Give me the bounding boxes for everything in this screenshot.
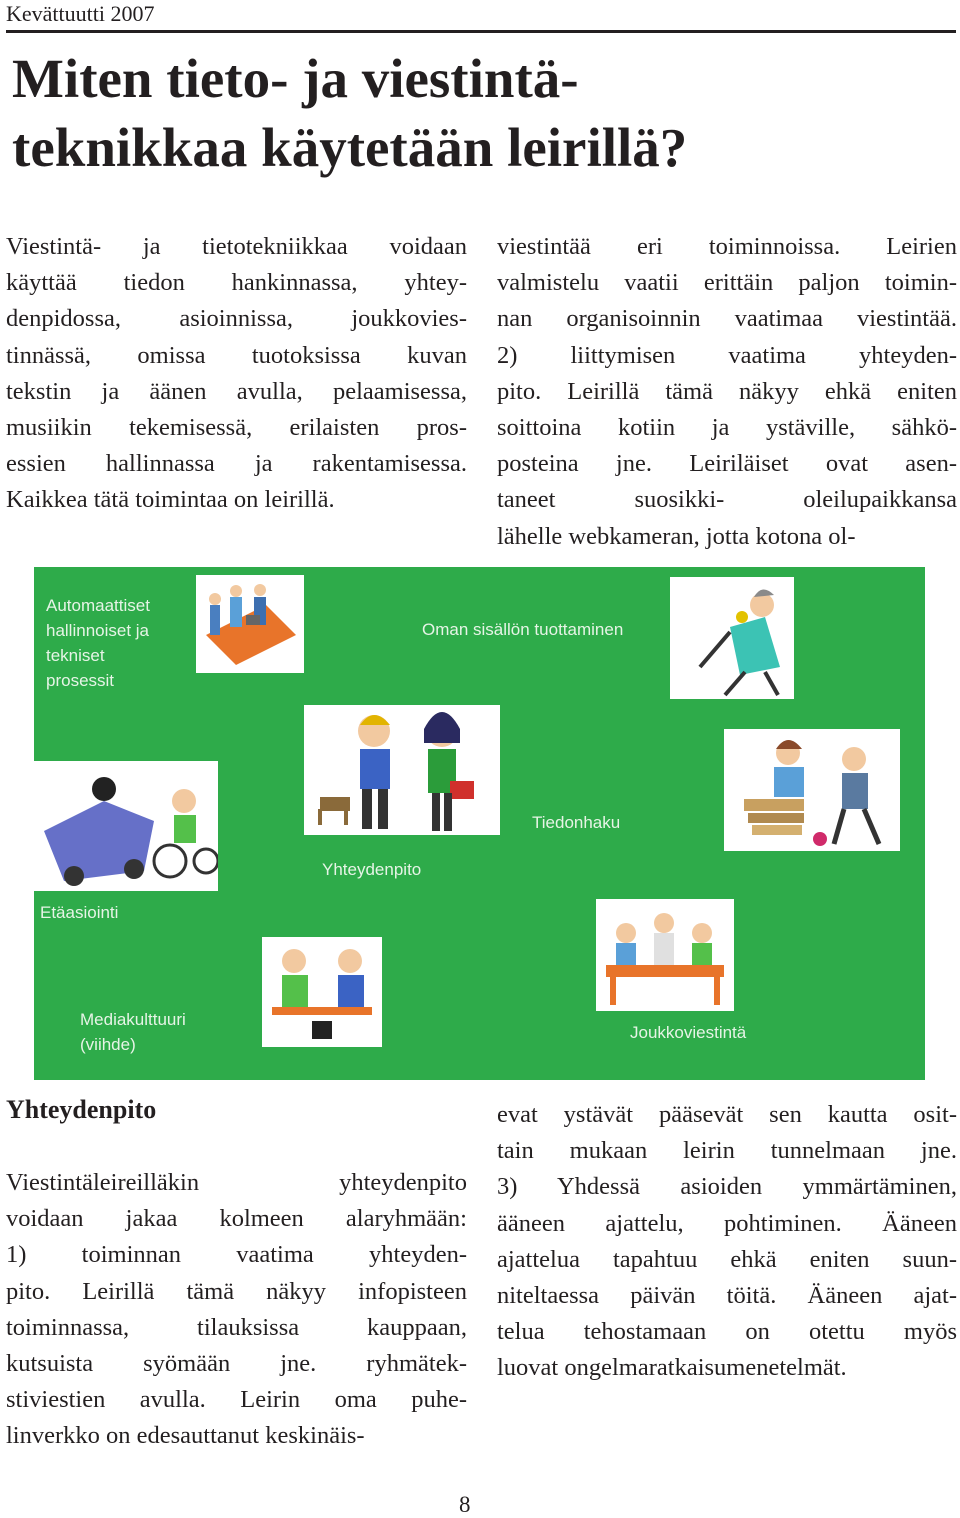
text-line: denpidossa, asioinnissa, joukkovies- bbox=[6, 305, 467, 333]
text-line: Viestintäleireilläkin yhteydenpito bbox=[6, 1169, 467, 1196]
text-line: lähelle webkameran, jotta kotona ol- bbox=[497, 522, 856, 550]
text-line: 1) toiminnan vaatima yhteyden- bbox=[6, 1241, 467, 1269]
text-line: taneet suosikki- oleilupaikkansa bbox=[497, 486, 957, 514]
text-line: stiviestien avulla. Leirin oma puhe- bbox=[6, 1386, 467, 1414]
text-line: Kaikkea tätä toimintaa on leirillä. bbox=[6, 486, 335, 514]
label-automation bbox=[46, 593, 150, 693]
group-meeting-icon bbox=[596, 899, 734, 1011]
text-line: käyttää tiedon hankinnassa, yhtey- bbox=[6, 269, 467, 297]
headline-line-1: Miten tieto- ja viestintä- bbox=[12, 48, 579, 109]
label-media-line: Mediakulttuuri bbox=[80, 1010, 186, 1029]
text-line: ääneen ajattelu, pohtiminen. Ääneen bbox=[497, 1209, 957, 1237]
label-contact: Yhteydenpito bbox=[322, 860, 422, 879]
text-line: luovat ongelmaratkaisumenetelmät. bbox=[497, 1354, 847, 1382]
intro-column-left bbox=[6, 229, 467, 519]
section-heading: Yhteydenpito bbox=[6, 1095, 157, 1124]
text-line: telua tehostamaan on otettu myös bbox=[497, 1318, 957, 1346]
article-headline bbox=[12, 44, 952, 182]
label-automation-line: hallinnoiset ja bbox=[46, 621, 150, 640]
text-line: kutsuista syömään jne. ryhmätek- bbox=[6, 1350, 467, 1378]
text-line: toiminnassa, tilauksissa kauppaan, bbox=[6, 1313, 467, 1341]
text-line: niteltaessa päivän töitä. Ääneen ajat- bbox=[497, 1282, 957, 1310]
text-line: Viestintä- ja tietotekniikkaa voidaan bbox=[6, 233, 467, 260]
headline-line-2: teknikkaa käytetään leirillä? bbox=[12, 117, 688, 178]
label-info-search: Tiedonhaku bbox=[532, 813, 621, 832]
label-automation-line: prosessit bbox=[46, 671, 115, 690]
text-line: posteina jne. Leiriläiset ovat asen- bbox=[497, 450, 957, 478]
text-line: tinnässä, omissa tuotoksissa kuvan bbox=[6, 341, 467, 369]
couple-dog-icon bbox=[304, 705, 500, 835]
label-automation-line: Automaattiset bbox=[46, 596, 150, 615]
text-line: ajattelua tapahtuu ehkä eniten suun- bbox=[497, 1245, 957, 1273]
text-line: viestintää eri toiminnoissa. Leirien bbox=[497, 233, 957, 260]
text-line: tekstin ja äänen avulla, pelaamisessa, bbox=[6, 377, 467, 405]
text-line: soittoina kotiin ja ystäville, sähkö- bbox=[497, 414, 957, 442]
text-line: evat ystävät pääsevät sen kautta osit- bbox=[497, 1101, 957, 1128]
two-people-icon bbox=[262, 937, 382, 1047]
text-line: linverkko on edesauttanut keskinäis- bbox=[6, 1422, 365, 1450]
text-line: musiikin tekemisessä, erilaisten pros- bbox=[6, 414, 467, 442]
label-media-line: (viihde) bbox=[80, 1035, 136, 1054]
text-line: tain mukaan leirin tunnelmaan jne. bbox=[497, 1137, 957, 1165]
label-own-content: Oman sisällön tuottaminen bbox=[422, 620, 624, 639]
text-line: 3) Yhdessä asioiden ymmärtäminen, bbox=[497, 1173, 957, 1201]
text-line: pito. Leirillä tämä näkyy infopisteen bbox=[6, 1277, 467, 1305]
header-rule bbox=[6, 30, 956, 33]
body-column-left bbox=[6, 1093, 467, 1455]
page-number: 8 bbox=[459, 1492, 471, 1517]
label-media-culture bbox=[80, 1007, 186, 1057]
car-bicycle-icon bbox=[34, 761, 218, 891]
body-column-right bbox=[497, 1097, 957, 1387]
intro-column-right bbox=[497, 229, 957, 555]
dancing-person-icon bbox=[670, 577, 794, 699]
label-remote: Etäasiointi bbox=[40, 903, 119, 922]
communication-diagram-figure bbox=[34, 567, 925, 1080]
issue-label: Kevättuutti 2007 bbox=[6, 1, 155, 26]
body-left-text bbox=[6, 1165, 467, 1455]
text-line: valmistelu vaatii erittäin paljon toimin- bbox=[497, 269, 957, 297]
books-cart-icon bbox=[724, 729, 900, 851]
text-line: pito. Leirillä tämä näkyy ehkä eniten bbox=[497, 377, 957, 405]
label-automation-line: tekniset bbox=[46, 646, 105, 665]
label-mass-comm: Joukkoviestintä bbox=[630, 1023, 747, 1042]
text-line: 2) liittymisen vaatima yhteyden- bbox=[497, 341, 957, 369]
text-line: voidaan jakaa kolmeen alaryhmään: bbox=[6, 1205, 467, 1233]
text-line: nan organisoinnin vaatimaa viestintää. bbox=[497, 305, 957, 333]
office-desk-icon bbox=[196, 575, 304, 673]
text-line: essien hallinnassa ja rakentamisessa. bbox=[6, 450, 467, 478]
